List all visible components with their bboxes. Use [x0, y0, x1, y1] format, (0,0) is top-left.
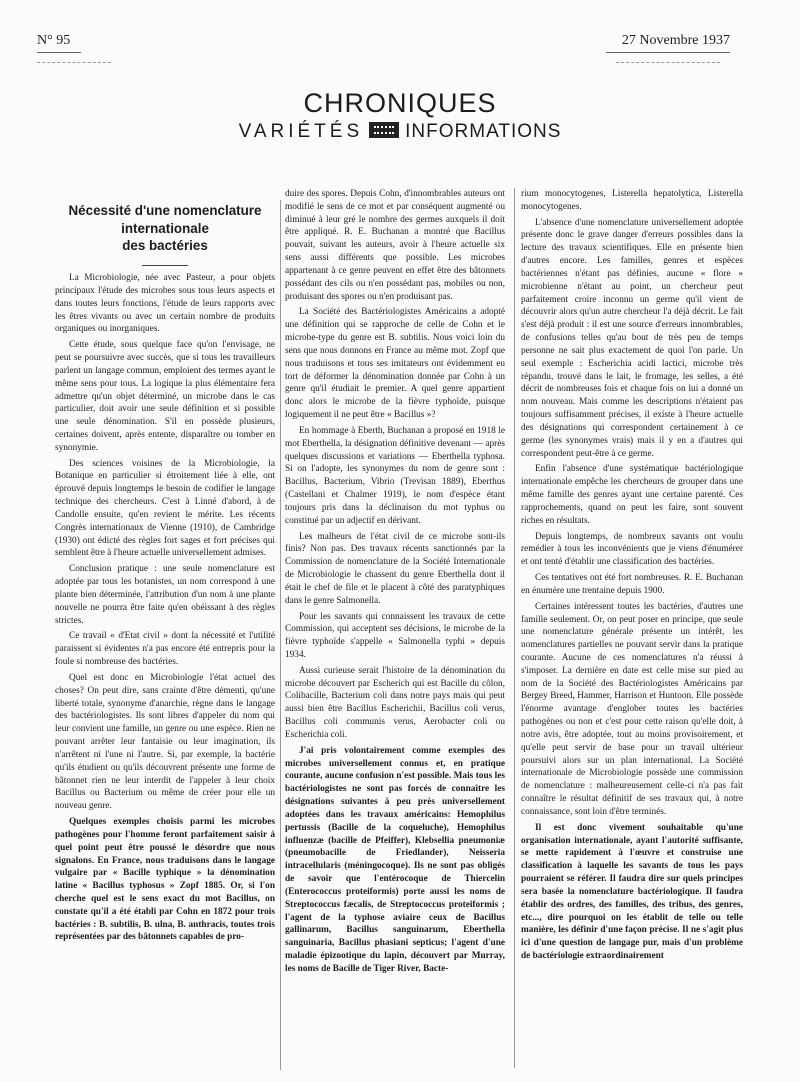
paragraph: Ces tentatives ont été fort nombreuses. R. E. Buchanan en énumère une trentaine depuis 1900. — [521, 573, 743, 596]
masthead-title: CHRONIQUES — [303, 88, 497, 118]
paragraph: Conclusion pratique : une seule nomenclature est adoptée par tous les botanistes, un nom correspond à une plante bien déterminée, l'attribution d'un nom à une plante nouvelle ne pourra être faite qu'en obéissant à des règles strictes. — [55, 564, 275, 626]
header-rule — [37, 62, 111, 63]
paragraph: duire des spores. Depuis Cohn, d'innombrables auteurs ont modifié le sens de ce mot et par conséquent augmenté ou diminué à leur gré le nombre des germes auxquels il doit être appliqué. R. E. Buchanan a montré que Bacillus pouvait, suivant les auteurs, avoir à l'heure actuelle six sens aussi différents que possible. Les microbes appartenant à ce genre peuvent en effet être des bâtonnets possédant des cils ou n'en possédant pas, mobiles ou non, produisant des spores ou n'en produisant pas. — [285, 189, 505, 302]
article-title — [55, 202, 275, 255]
paragraph: Des sciences voisines de la Microbiologie, la Botanique en particulier si étroitement liée à elle, ont éprouvé depuis longtemps le besoin de codifier le langage technique des chercheurs. C'est à Linné d'abord, à de Candolle ensuite, qu'en revient le mérite. Les récents Congrès internationaux de Vienne (1910), de Cambridge (1930) ont édicté des règles fort sages et fort précises qui semblent être à l'heure actuelle universellement admises. — [55, 458, 275, 559]
header-rule — [37, 52, 81, 53]
article-title-line: des bactéries — [122, 238, 208, 254]
paragraph: Quel est donc en Microbiologie l'état actuel des choses? On peut dire, sans crainte d'être démenti, qu'une liberté totale, synonyme d'anarchie, règne dans le langage des bactériologistes. Ils sont libres d'appeler du nom qui leur convient une famille, un genre ou une espèce. Rien ne pouvant arrêter leur fantaisie ou leur imagination, ils n'arrêtent ni l'une ni l'autre. Si, par exemple, la bactérie qu'ils étudient ou qu'ils découvrent présente une forme de bâtonnet rien ne leur interdit de l'appeler à leur choix Bacillus ou Bacterium ou même de créer pour elle un nouveau genre. — [55, 672, 275, 812]
column-divider — [280, 200, 281, 1070]
paragraph: Les malheurs de l'état civil de ce microbe sont-ils finis? Non pas. Des travaux récents sanctionnés par la Commission de nomenclature de la Société Internationale de Microbiologie le chassent du genre Eberthella dont il était le chef de file et le placent à côté des paratyphiques dans le genre Salmonella. — [285, 531, 505, 606]
issue-date: 27 Novembre 1937 — [621, 33, 730, 48]
paragraph: Enfin l'absence d'une systématique bactériologique internationale empêche les chercheurs de grouper dans une même famille des genres ayant une certaine parenté. Ces rapprochements, quand on peut les faire, sont souvent riches en résultats. — [521, 464, 743, 526]
article-column-2 — [285, 188, 505, 979]
article-title-line: internationale — [121, 220, 209, 236]
paragraph: Cette étude, sous quelque face qu'on l'envisage, ne peut se poursuivre avec succès, que si tous les travailleurs parlent un langage commun, emploient des termes ayant le même sens pour tous. La logique la plus élémentaire fera admettre qu'un objet déterminé, un microbe dans le cas particulier, doit avoir une seule définition et si possible une seule dénomination. S'il en possède plusieurs, certaines doivent, après entente, disparaître ou tomber en synonymie. — [55, 340, 275, 453]
masthead-ornament-icon — [369, 122, 399, 138]
paragraph: J'ai pris volontairement comme exemples des microbes universellement connus et, en pratique courante, aucune confusion n'est possible. Mais tous les bactériologistes ne sont pas forcés de connaître les désignations suivantes à peu près universellement adoptées dans les travaux américains: Hemophilus pertussis (Bacille de la coqueluche), Hemophilus influenzæ (bacille de Pfeiffer), Klebsellia pneumoniæ (pneumobacille de Friedlander), Neisseria intracellularis (méningocoque). Ils ne sont pas obligés de savoir que l'entérocoque de Thiercelin (Enterococcus proteiformis) porte aussi les noms de Streptococcus fæcalis, de Streptococcus proteiformis ; l'agent de la typhose aviaire ceux de Bacillus gallinarum, Bacillus sanguinarum, Eberthella sanguinaria, Bacillus phasiani septicus; l'agent d'une maladie épizootique du lapin, découvert par Murray, les noms de Bacille de Tiger River, Bacte- — [285, 745, 505, 974]
paragraph: Il est donc vivement souhaitable qu'une organisation internationale, ayant l'autorité suffisante, se mette rapidement à l'œuvre et construise une classification à laquelle les savants de tous les pays pourraient se référer. Il faudra dire sur quels principes sera basée la nomenclature bactériologique. Il faudra établir des ordres, des familles, des tribus, des genres, etc..., dire pourquoi on les établit de telle ou telle manière, les définir d'une façon précise. Il ne s'agit plus ici d'une question de langage pur, mais d'un problème de bactériologie extraordinairement — [521, 822, 743, 962]
article-title-line: Nécessité d'une nomenclature — [68, 203, 262, 218]
masthead-word-informations: INFORMATIONS — [405, 121, 562, 142]
paragraph: La Microbiologie, née avec Pasteur, a pour objets principaux l'étude des microbes sous tous leurs aspects et dans toutes leurs fonctions, l'étude de leurs rapports avec les êtres vivants ou avec un certain nombre de produits organiques ou inorganiques. — [55, 273, 275, 335]
title-rule — [142, 265, 188, 266]
article-column-1 — [55, 202, 275, 947]
paragraph: rium monocytogenes, Listerella hepatolytica, Listerella monocytogenes. — [521, 189, 743, 212]
paragraph: Aussi curieuse serait l'histoire de la dénomination du microbe découvert par Escherich qui est Bacille du côlon, Colibacille, Bacterium coli dans notre pays mais qui peut aussi bien être Bacillus Escherichii, Bacillus coli verus, Bacillus coli communis verus, Aerobacter coli ou Escherichia coli. — [285, 665, 505, 740]
paragraph: Pour les savants qui connaissent les travaux de cette Commission, qui acceptent ses décisions, le microbe de la fièvre typhoïde s'appelle « Salmonella typhi » depuis 1934. — [285, 611, 505, 660]
paragraph: La Société des Bactériologistes Américains a adopté une définition qui se rapproche de celle de Cohn et le microbe-type du genre est B. subtilis. Nous voici loin du sens que nous donnons en France au même mot. Zopf que nous traduisons et tous ses imitateurs ont évidemment eu tort de déformer la dénomination donnée par Cohn à un genre qu'il étudiait le premier. A quel genre appartient donc alors le microbe de la fièvre typhoïde, puisque logiquement il ne peut être « Bacillus »? — [285, 307, 505, 421]
header-rule — [616, 62, 720, 63]
paragraph: Certaines intéressent toutes les bactéries, d'autres une famille seulement. Or, on peut poser en principe, que seule une nomenclature générale présente un intérêt, les nomenclatures partielles ne pouvant servir dans la pratique courante. Aucune de ces nomenclatures n'a réussi à s'imposer. La dernière en date est celle mise sur pied au nom de la Société des Bactériologistes Américains par Bergey Breed, Hammer, Harrison et Huntoon. Elle possède l'énorme avantage d'englober toutes les bactéries pathogènes ou non et c'est pour cette raison qu'elle doit, à notre avis, être adoptée, tout au moins provisoirement, et qu'elle peut servir de base pour un travail ultérieur poursuivi alors sur un plan international. La Société internationale de Microbiologie possède une commission de nomenclature : malheureusement celle-ci n'a pas fait connaître le résultat définitif de ses travaux qui, à notre connaissance, sont loin d'être terminés. — [521, 601, 743, 817]
paragraph: Ce travail « d'Etat civil » dont la nécessité et l'utilité paraissent si évidentes n'a pas encore été entrepris pour la foule si nombreuse des bactéries. — [55, 631, 275, 668]
paragraph: Quelques exemples choisis parmi les microbes pathogènes pour l'homme feront parfaitement saisir à quel point peut être poussé le désordre que nous signalons. En France, nous traduisons dans le langage vulgaire par « Bacille typhique » la dénomination latine « Bacillus typhosus » Zopf 1885. Or, si l'on cherche quel est le sens exact du mot Bacillus, on constate qu'il a été établi par Cohn en 1872 pour trois bactéries : B. subtilis, B. ulna, B. anthracis, toutes trois représentées par des bâtonnets capables de pro- — [55, 817, 275, 943]
issue-number: N° 95 — [37, 33, 71, 48]
masthead-word-varietes: VARIÉTÉS — [238, 121, 364, 142]
paragraph: L'absence d'une nomenclature universellement adoptée présente donc le grave danger d'erreurs possibles dans la lecture des travaux scientifiques. Elle en présente bien d'autres encore. Les familles, genres et espèces bactériennes n'étant pas définies, aucune « flore » microbienne n'étant au point, un chercheur peut parfaitement croire inconnu un germe qu'il vient de découvrir alors qu'un autre chercheur l'a déjà décrit. Le fait s'est déjà produit : il est une source d'erreurs innombrables, de confusions telles qu'au bout de très peu de temps personne ne sait plus exactement de quoi l'on parle. Un seul exemple : Escherichia acidi lactici, microbe très répandu, trouvé dans le lait, le fromage, les selles, a été décrit de nombreuses fois et chaque fois on lui a donné un nom nouveau. Mais comme les descriptions n'étaient pas toujours suffisamment précises, il existe à l'heure actuelle des désignations qui correspondent certainement à ce germe (les synonymes vrais) mais il y en a d'autres qui correspondent peut-être à ce germe. — [521, 217, 743, 459]
header-rule — [606, 52, 730, 53]
paragraph: Depuis longtemps, de nombreux savants ont voulu remédier à tous les inconvénients que je viens d'énumérer et ont tenté d'établir une classification des bactéries. — [521, 531, 743, 568]
article-column-3 — [521, 188, 743, 966]
column-divider — [514, 188, 515, 1068]
masthead-subtitle — [0, 121, 800, 143]
paragraph: En hommage à Eberth, Buchanan a proposé en 1918 le mot Eberthella, la désignation définitive devenant — après quelques discussions et variations — Eberthella typhosa. Si on l'adopte, les synonymes du nom de genre sont : Bacillus, Bacterium, Vibrio (Trevisan 1889), Eberthus (Castellani et Chalmer 1919), le nom d'espèce étant toujours pris dans la déclinaison du mot typhus ou constitué par un adjectif en dérivant. — [285, 425, 505, 526]
